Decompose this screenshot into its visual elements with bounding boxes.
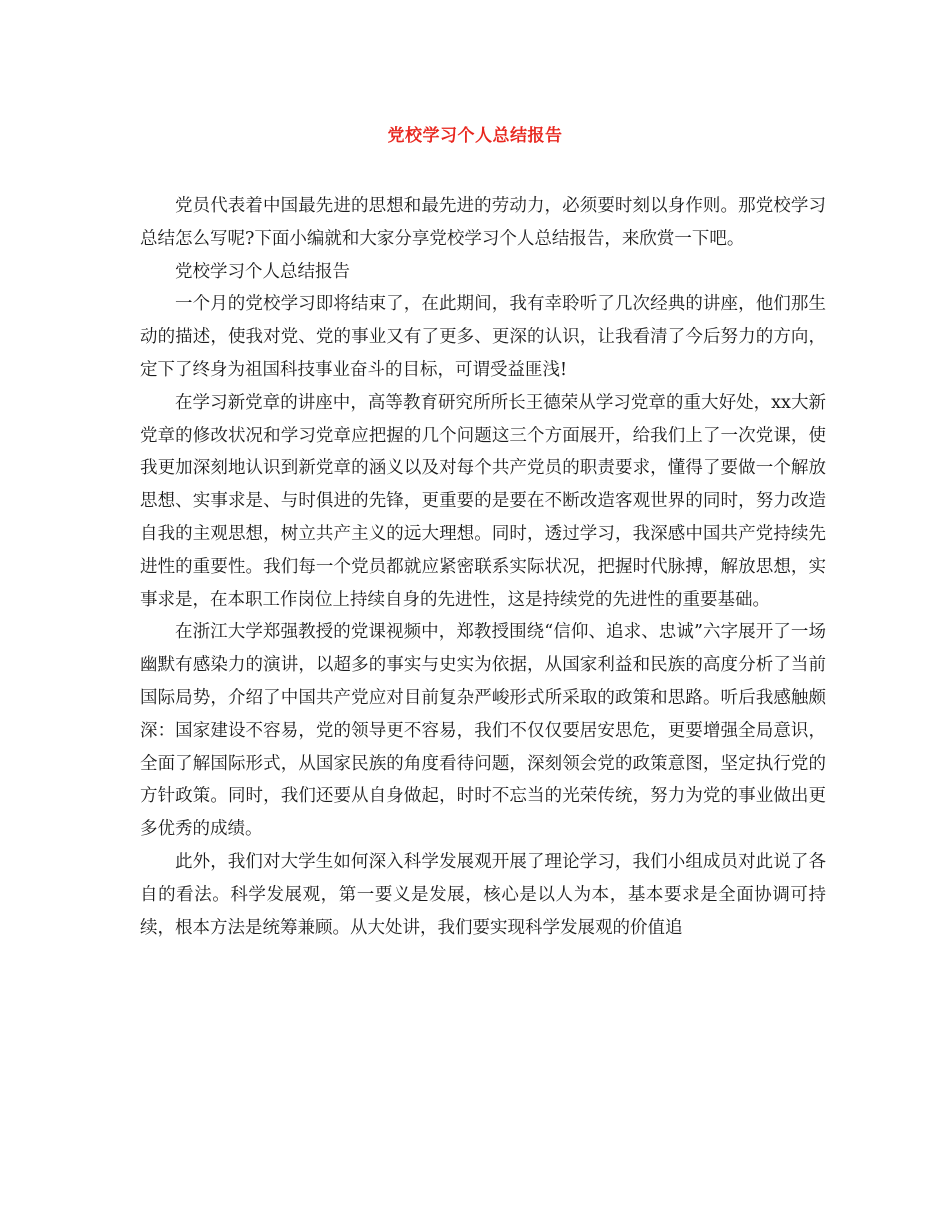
document-title: 党校学习个人总结报告	[387, 126, 563, 146]
paragraph-1: 一个月的党校学习即将结束了，在此期间，我有幸聆听了几次经典的讲座，他们那生动的描述，使我对党、党的事业又有了更多、更深的认识，让我看清了今后努力的方向，定下了终身为祖国科技事业奋斗的目标，可谓受益匪浅!	[140, 294, 826, 380]
paragraph-3: 在浙江大学郑强教授的党课视频中，郑教授围绕“信仰、追求、忠诚”六字展开了一场幽默有感染力的演讲，以超多的事实与史实为依据，从国家利益和民族的高度分析了当前国际局势，介绍了中国共产党应对目前复杂严峻形式所采取的政策和思路。听后我感触颇深：国家建设不容易，党的领导更不容易，我们不仅仅要居安思危，更要增强全局意识，全面了解国际形式，从国家民族的角度看待问题，深刻领会党的政策意图，坚定执行党的方针政策。同时，我们还要从自身做起，时时不忘当的光荣传统，努力为党的事业做出更多优秀的成绩。	[140, 622, 826, 840]
document-body	[140, 190, 826, 944]
paragraph-intro: 党员代表着中国最先进的思想和最先进的劳动力，必须要时刻以身作则。那党校学习总结怎么写呢?下面小编就和大家分享党校学习个人总结报告，来欣赏一下吧。	[140, 196, 826, 249]
paragraph-subtitle: 党校学习个人总结报告	[175, 261, 350, 282]
paragraph-2: 在学习新党章的讲座中，高等教育研究所所长王德荣从学习党章的重大好处，xx大新党章的修改状况和学习党章应把握的几个问题这三个方面展开，给我们上了一次党课，使我更加深刻地认识到新党章的涵义以及对每个共产党员的职责要求，懂得了要做一个解放思想、实事求是、与时俱进的先锋，更重要的是要在不断改造客观世界的同时，努力改造自我的主观思想，树立共产主义的远大理想。同时，透过学习，我深感中国共产党持续先进性的重要性。我们每一个党员都就应紧密联系实际状况，把握时代脉搏，解放思想，实事求是，在本职工作岗位上持续自身的先进性，这是持续党的先进性的重要基础。	[140, 392, 826, 610]
paragraph-4: 此外，我们对大学生如何深入科学发展观开展了理论学习，我们小组成员对此说了各自的看法。科学发展观，第一要义是发展，核心是以人为本，基本要求是全面协调可持续，根本方法是统筹兼顾。从大处讲，我们要实现科学发展观的价值追	[140, 851, 826, 938]
